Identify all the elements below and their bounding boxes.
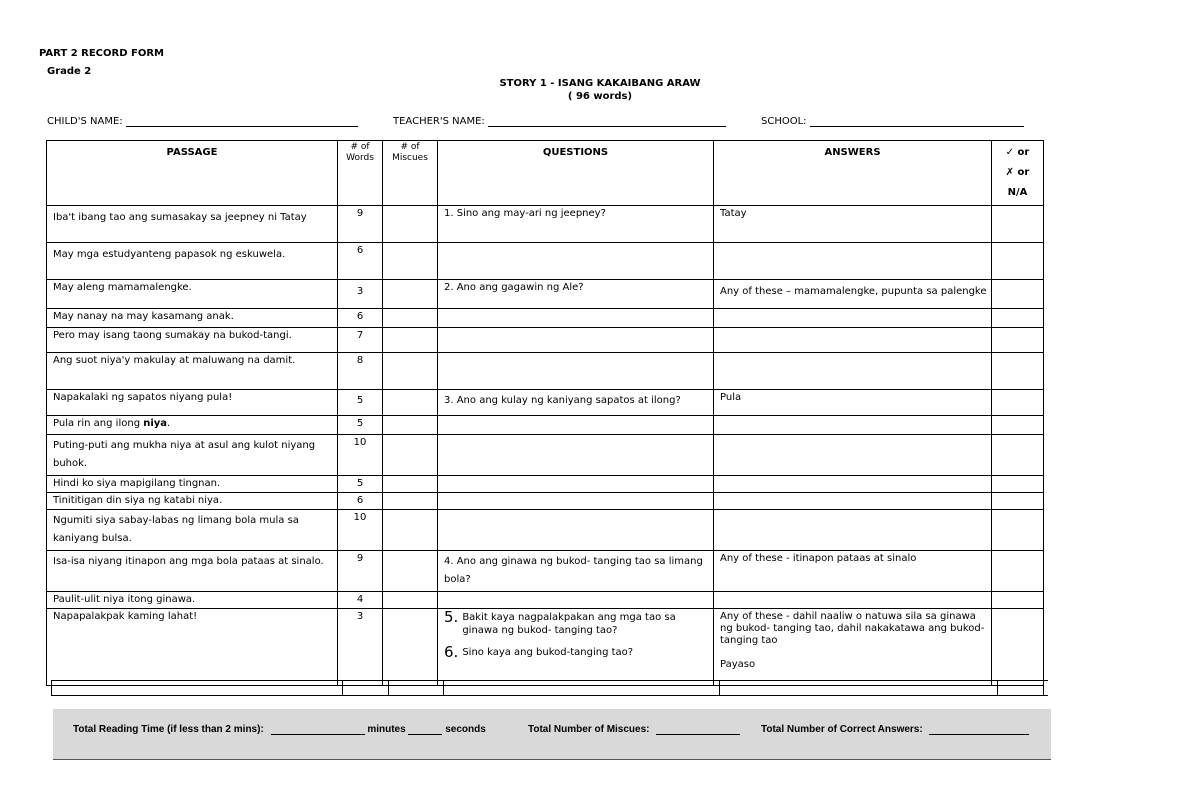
- correct-total-label: Total Number of Correct Answers:: [761, 724, 923, 735]
- form-title: PART 2 RECORD FORM: [39, 48, 164, 59]
- words-cell: 3: [338, 280, 383, 309]
- question-cell: [438, 476, 714, 493]
- passage-text-post: .: [167, 418, 171, 429]
- question-6-text: Sino kaya ang bukod-tanging tao?: [462, 647, 634, 658]
- check-cell[interactable]: [992, 510, 1044, 551]
- check-cell[interactable]: [992, 435, 1044, 476]
- miscues-header: # of Miscues: [383, 141, 438, 206]
- answer-cell: [714, 476, 992, 493]
- question-cell: [438, 328, 714, 353]
- extra-row-divider: [719, 680, 720, 696]
- table-row: [47, 476, 1044, 493]
- story-title: STORY 1 - ISANG KAKAIBANG ARAW: [499, 78, 701, 89]
- check-cell[interactable]: [992, 609, 1044, 686]
- miscues-cell[interactable]: [383, 309, 438, 328]
- question-6-number: 6.: [444, 643, 459, 661]
- table-row: [47, 390, 1044, 416]
- answers-header: ANSWERS: [714, 141, 992, 206]
- question-cell: 4. Ano ang ginawa ng bukod- tanging tao sa limang bola?: [438, 551, 714, 592]
- answer-cell: Any of these – mamamalengke, pupunta sa palengke: [714, 280, 992, 309]
- answer-cell: [714, 353, 992, 390]
- child-name-field[interactable]: [47, 116, 358, 127]
- school-field[interactable]: [761, 116, 1024, 127]
- minutes-line[interactable]: [271, 724, 365, 735]
- table-row: [47, 510, 1044, 551]
- extra-row-divider: [388, 680, 389, 696]
- teacher-name-label: TEACHER'S NAME:: [393, 116, 485, 127]
- words-cell: 7: [338, 328, 383, 353]
- miscues-cell[interactable]: [383, 353, 438, 390]
- extra-row-divider: [51, 680, 52, 696]
- answer-6: Payaso: [720, 659, 756, 670]
- passage-header: PASSAGE: [47, 141, 338, 206]
- words-cell: 5: [338, 416, 383, 435]
- passage-cell: Ngumiti siya sabay-labas ng limang bola mula sa kaniyang bulsa.: [47, 510, 338, 551]
- table-row: [47, 309, 1044, 328]
- check-cell[interactable]: [992, 206, 1044, 243]
- miscues-cell[interactable]: [383, 551, 438, 592]
- child-name-label: CHILD'S NAME:: [47, 116, 123, 127]
- check-cell[interactable]: [992, 353, 1044, 390]
- correct-total-line[interactable]: [929, 724, 1029, 735]
- passage-cell: [47, 416, 338, 435]
- check-cell[interactable]: [992, 328, 1044, 353]
- answer-5: Any of these - dahil naaliw o natuwa sila sa ginawa ng bukod- tanging tao, dahil nakakatawa ang bukod-tanging tao: [720, 611, 985, 646]
- reading-time-field[interactable]: [73, 724, 486, 735]
- miscues-total-line[interactable]: [656, 724, 740, 735]
- check-cell[interactable]: [992, 493, 1044, 510]
- school-line[interactable]: [810, 116, 1024, 127]
- question-5-text: Bakit kaya nagpalakpakan ang mga tao sa ginawa ng bukod- tanging tao?: [462, 612, 676, 636]
- passage-cell: May mga estudyanteng papasok ng eskuwela.: [47, 243, 338, 280]
- check-header: [992, 141, 1044, 206]
- question-5: [444, 608, 707, 637]
- answer-cell: [714, 435, 992, 476]
- answer-cell: [714, 309, 992, 328]
- question-cell: [438, 493, 714, 510]
- passage-cell: Iba't ibang tao ang sumasakay sa jeepney ni Tatay: [47, 206, 338, 243]
- passage-cell: Tinititigan din siya ng katabi niya.: [47, 493, 338, 510]
- answer-cell: [714, 592, 992, 609]
- answer-cell: Tatay: [714, 206, 992, 243]
- question-cell: [438, 243, 714, 280]
- question-cell: [438, 510, 714, 551]
- grade-label: Grade 2: [47, 66, 92, 77]
- passage-cell: Ang suot niya'y makulay at maluwang na damit.: [47, 353, 338, 390]
- passage-cell: Hindi ko siya mapigilang tingnan.: [47, 476, 338, 493]
- miscues-total-label: Total Number of Miscues:: [528, 724, 650, 735]
- check-cell[interactable]: [992, 243, 1044, 280]
- word-count: ( 96 words): [567, 91, 633, 102]
- passage-text-bold: niya: [143, 418, 168, 429]
- reading-time-label: Total Reading Time (if less than 2 mins):: [73, 724, 264, 735]
- minutes-label: minutes: [367, 724, 406, 735]
- answer-cell: [714, 328, 992, 353]
- table-row: [47, 416, 1044, 435]
- words-cell: 6: [338, 493, 383, 510]
- miscues-cell[interactable]: [383, 609, 438, 686]
- miscues-cell[interactable]: [383, 435, 438, 476]
- words-cell: 8: [338, 353, 383, 390]
- passage-cell: Puting-puti ang mukha niya at asul ang kulot niyang buhok.: [47, 435, 338, 476]
- extra-row-divider: [443, 680, 444, 696]
- extra-row-divider: [997, 680, 998, 696]
- table-row: [47, 353, 1044, 390]
- check-cell[interactable]: [992, 551, 1044, 592]
- extra-row-divider: [1043, 680, 1044, 696]
- table-header-row: [47, 141, 1044, 206]
- passage-text-pre: Pula rin ang ilong: [53, 418, 144, 429]
- passage-cell: Isa-isa niyang itinapon ang mga bola pataas at sinalo.: [47, 551, 338, 592]
- miscues-cell[interactable]: [383, 476, 438, 493]
- miscues-cell[interactable]: [383, 206, 438, 243]
- check-header-line3: N/A: [1007, 187, 1028, 198]
- check-cell[interactable]: [992, 280, 1044, 309]
- school-label: SCHOOL:: [761, 116, 807, 127]
- table-row: [47, 551, 1044, 592]
- table-row: [47, 206, 1044, 243]
- check-cell[interactable]: [992, 476, 1044, 493]
- answer-cell: [714, 609, 992, 686]
- question-cell: [438, 609, 714, 686]
- words-cell: 9: [338, 206, 383, 243]
- passage-cell: May aleng mamamalengke.: [47, 280, 338, 309]
- check-cell[interactable]: [992, 309, 1044, 328]
- words-cell: 5: [338, 390, 383, 416]
- answer-cell: Pula: [714, 390, 992, 416]
- extra-row-bottom-line: [51, 695, 1048, 696]
- question-cell: [438, 353, 714, 390]
- miscues-cell[interactable]: [383, 280, 438, 309]
- seconds-label: seconds: [445, 724, 486, 735]
- question-cell: [438, 416, 714, 435]
- child-name-line[interactable]: [126, 116, 358, 127]
- table-row: [47, 243, 1044, 280]
- question-cell: [438, 435, 714, 476]
- question-cell: 1. Sino ang may-ari ng jeepney?: [438, 206, 714, 243]
- table-row: [47, 280, 1044, 309]
- passage-cell: Napapalakpak kaming lahat!: [47, 609, 338, 686]
- check-cell[interactable]: [992, 390, 1044, 416]
- teacher-name-field[interactable]: [393, 116, 726, 127]
- teacher-name-line[interactable]: [488, 116, 726, 127]
- miscues-cell[interactable]: [383, 510, 438, 551]
- summary-bar: [53, 709, 1051, 760]
- table-row: [47, 592, 1044, 609]
- question-cell: 3. Ano ang kulay ng kaniyang sapatos at ilong?: [438, 390, 714, 416]
- passage-cell: May nanay na may kasamang anak.: [47, 309, 338, 328]
- miscues-cell[interactable]: [383, 243, 438, 280]
- questions-header: QUESTIONS: [438, 141, 714, 206]
- words-cell: 4: [338, 592, 383, 609]
- words-cell: 9: [338, 551, 383, 592]
- miscues-cell[interactable]: [383, 592, 438, 609]
- extra-row-top-line: [51, 680, 1048, 681]
- words-cell: 3: [338, 609, 383, 686]
- check-header-line2: ✗ or: [1005, 167, 1030, 178]
- passage-cell: Paulit-ulit niya itong ginawa.: [47, 592, 338, 609]
- check-cell[interactable]: [992, 416, 1044, 435]
- passage-cell: Pero may isang taong sumakay na bukod-tangi.: [47, 328, 338, 353]
- miscues-cell[interactable]: [383, 390, 438, 416]
- check-cell[interactable]: [992, 592, 1044, 609]
- question-cell: 2. Ano ang gagawin ng Ale?: [438, 280, 714, 309]
- miscues-cell[interactable]: [383, 416, 438, 435]
- check-header-line1: ✓ or: [1005, 147, 1030, 158]
- question-cell: [438, 592, 714, 609]
- table-row: [47, 609, 1044, 686]
- table-row: [47, 493, 1044, 510]
- question-cell: [438, 309, 714, 328]
- record-table: [46, 140, 1044, 686]
- question-6: [444, 643, 707, 661]
- answer-cell: [714, 493, 992, 510]
- words-cell: 10: [338, 510, 383, 551]
- miscues-cell[interactable]: [383, 328, 438, 353]
- words-header: # of Words: [338, 141, 383, 206]
- question-5-number: 5.: [444, 608, 459, 626]
- correct-total-field[interactable]: [761, 724, 1029, 735]
- words-cell: 5: [338, 476, 383, 493]
- answer-cell: [714, 243, 992, 280]
- words-cell: 10: [338, 435, 383, 476]
- table-row: [47, 435, 1044, 476]
- words-cell: 6: [338, 309, 383, 328]
- miscues-total-field[interactable]: [528, 724, 740, 735]
- seconds-line[interactable]: [408, 724, 442, 735]
- passage-cell: Napakalaki ng sapatos niyang pula!: [47, 390, 338, 416]
- answer-cell: [714, 416, 992, 435]
- words-cell: 6: [338, 243, 383, 280]
- answer-cell: Any of these - itinapon pataas at sinalo: [714, 551, 992, 592]
- table-row: [47, 328, 1044, 353]
- extra-row-divider: [342, 680, 343, 696]
- miscues-cell[interactable]: [383, 493, 438, 510]
- answer-cell: [714, 510, 992, 551]
